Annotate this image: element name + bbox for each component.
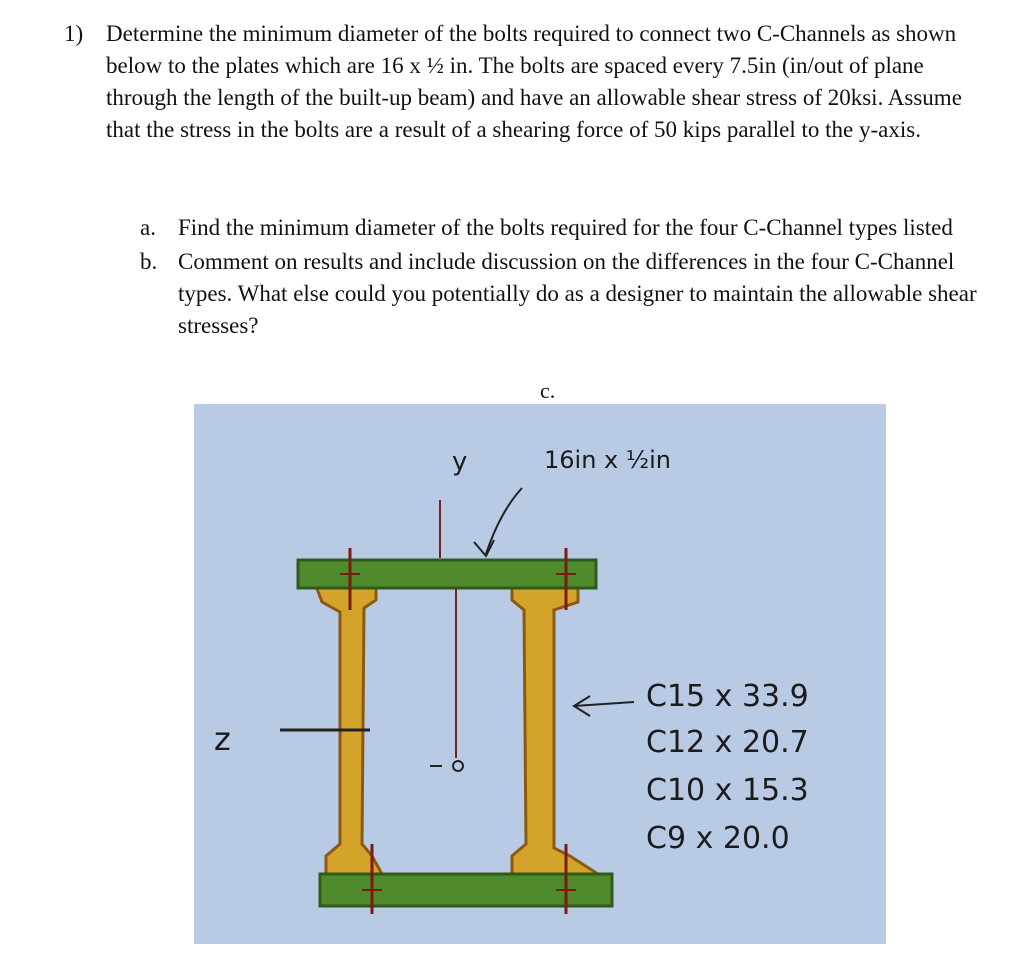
channel-type-1: C15 x 33.9	[646, 679, 809, 714]
channel-type-3: C10 x 15.3	[646, 773, 809, 808]
centroid-marker	[453, 761, 463, 771]
part-a-text: Find the minimum diameter of the bolts required for the four C-Channel types listed	[178, 215, 953, 240]
part-b-label: b.	[140, 249, 158, 274]
problem-parts	[140, 212, 980, 344]
part-a-label: a.	[140, 215, 156, 240]
channel-arrow	[574, 702, 634, 706]
z-axis-label: z	[214, 720, 231, 758]
right-c-channel	[512, 586, 598, 874]
channel-type-2: C12 x 20.7	[646, 725, 809, 760]
problem-statement	[64, 18, 964, 146]
part-b-text: Comment on results and include discussion on the differences in the four C-Channel types. What else could you potentially do as a designer to maintain the allowable shear stresses?	[178, 249, 977, 338]
channel-type-4: C9 x 20.0	[646, 821, 790, 856]
figure-label: c.	[540, 378, 556, 403]
part-a	[140, 212, 980, 244]
problem-number: 1)	[64, 21, 84, 46]
problem-text: Determine the minimum diameter of the bolts required to connect two C-Channels as shown below to the plates which are 16 x ½ in. The bolts are spaced every 7.5in (in/out of plane through the length of the built-up beam) and have an allowable shear stress of 20ksi. Assume that the stress in the bolts are a result of a shearing force of 50 kips parallel to the y-axis.	[106, 21, 962, 142]
beam-drawing	[194, 404, 886, 944]
plate-label: 16in x ½in	[544, 446, 672, 474]
part-b	[140, 246, 980, 342]
beam-cross-section-figure	[194, 404, 886, 944]
y-axis-label: y	[452, 447, 468, 477]
